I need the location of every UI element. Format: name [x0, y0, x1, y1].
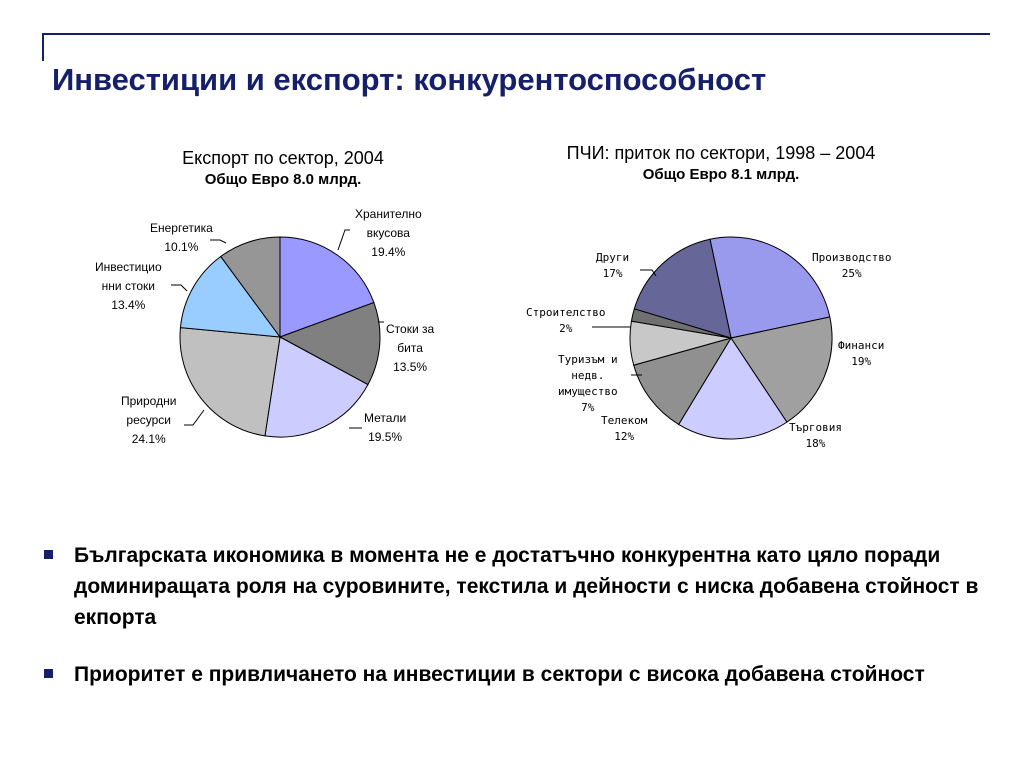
- bullet-item: [44, 659, 994, 690]
- c2-label-telecom: Телеком 12%: [601, 414, 648, 443]
- slide-title: Инвестиции и експорт: конкурентоспособност: [52, 62, 767, 97]
- c1-label-natural-resources: Природни ресурси 24.1%: [121, 394, 177, 446]
- bullet-list: [44, 540, 994, 690]
- c2-label-finance: Финанси 19%: [838, 339, 885, 368]
- c2-label-trade: Търговия 18%: [789, 421, 842, 450]
- c2-label-other: Други 17%: [596, 251, 630, 280]
- c1-label-food: Хранително вкусова 19.4%: [355, 207, 422, 259]
- chart2-title: ПЧИ: приток по сектори, 1998 – 2004: [566, 143, 876, 163]
- c1-label-energy: Енергетика 10.1%: [150, 221, 213, 254]
- square-bullet-icon: [44, 550, 53, 559]
- c2-label-tourism-realestate: Туризъм и недв. имущество 7%: [558, 353, 618, 414]
- c1-label-metals: Метали 19.5%: [364, 411, 407, 444]
- chart2-subtitle: Общо Евро 8.1 млрд.: [642, 166, 800, 183]
- square-bullet-icon: [44, 669, 53, 678]
- c1-label-household-goods: Стоки за бита 13.5%: [386, 322, 435, 374]
- bullet-text: Приоритет е привличането на инвестиции в сектори с висока добавена стойност: [74, 663, 925, 686]
- c2-label-construction: Строителство 2%: [526, 306, 606, 335]
- bullet-text: Българската икономика в момента не е достатъчно конкурентна като цяло поради доминиращата роля на суровините, текстила и дейности с ниска добавена стойност в екпорта: [74, 544, 979, 629]
- c1-label-investment-goods: Инвестицио нни стоки 13.4%: [95, 260, 162, 312]
- bullet-item: [44, 540, 994, 633]
- chart1-subtitle: Общо Евро 8.0 млрд.: [204, 171, 362, 188]
- chart1-title: Експорт по сектор, 2004: [182, 148, 384, 168]
- c2-label-manufacturing: Производство 25%: [812, 251, 892, 280]
